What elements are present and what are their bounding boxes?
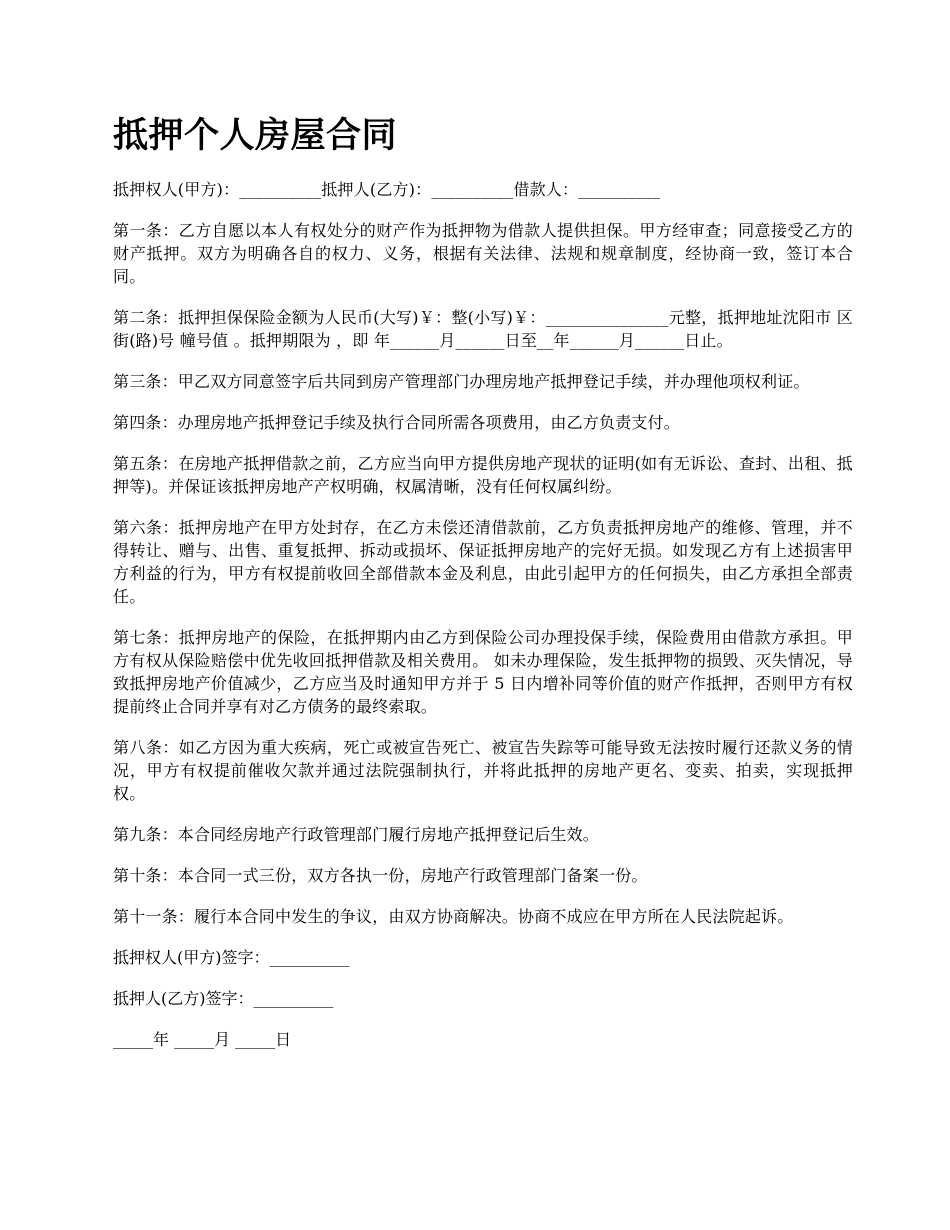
- article-7: 第七条：抵押房地产的保险，在抵押期内由乙方到保险公司办理投保手续，保险费用由借款方承担。甲方有权从保险赔偿中优先收回抵押借款及相关费用。 如未办理保险，发生抵押物的损毁、灭失情况，导致抵押房地产价值减少，乙方应当及时通知甲方并于 5 日内增补同等价值的财产作抵押，否则甲方有权提前终止合同并享有对乙方债务的最终索取。: [113, 628, 853, 716]
- article-9: 第九条：本合同经房地产行政管理部门履行房地产抵押登记后生效。: [113, 825, 600, 844]
- article-10: 第十条：本合同一式三份，双方各执一份，房地产行政管理部门备案一份。: [113, 866, 648, 885]
- article-8: 第八条：如乙方因为重大疾病，死亡或被宣告死亡、被宣告失踪等可能导致无法按时履行还款义务的情况，甲方有权提前催收欠款并通过法院强制执行，并将此抵押的房地产更名、变卖、拍卖，实现抵押权。: [113, 738, 853, 803]
- article-3: 第三条：甲乙双方同意签字后共同到房产管理部门办理房地产抵押登记手续，并办理他项权利证。: [113, 372, 810, 391]
- mortgagor-signature-line: 抵押人(乙方)签字：__________: [113, 989, 334, 1008]
- date-line: _____年 _____月 _____日: [113, 1030, 292, 1049]
- contract-page: [113, 110, 853, 1069]
- article-6: 第六条：抵押房地产在甲方处封存，在乙方未偿还清借款前，乙方负责抵押房地产的维修、管理，并不得转让、赠与、出售、重复抵押、拆动或损坏、保证抵押房地产的完好无损。如发现乙方有上述损害甲方利益的行为，甲方有权提前收回全部借款本金及利息，由此引起甲方的任何损失，由乙方承担全部责任。: [113, 518, 853, 606]
- document-title: 抵押个人房屋合同: [113, 116, 398, 156]
- article-2: 第二条：抵押担保保险金额为人民币(大写)￥：整(小写)￥：_______________元整，抵押地址沈阳市 区 街(路)号 幢号值 。抵押期限为 ，即 年______月______日至__年______月______日止。: [113, 308, 853, 350]
- article-11: 第十一条：履行本合同中发生的争议，由双方协商解决。协商不成应在甲方所在人民法院起诉。: [113, 907, 794, 926]
- mortgagee-signature-line: 抵押权人(甲方)签字：__________: [113, 948, 350, 967]
- parties-line: 抵押权人(甲方)：__________抵押人(乙方)：__________借款人：__________: [113, 180, 661, 199]
- article-5: 第五条：在房地产抵押借款之前，乙方应当向甲方提供房地产现状的证明(如有无诉讼、查封、出租、抵押等)。并保证该抵押房地产产权明确，权属清晰，没有任何权属纠纷。: [113, 454, 853, 496]
- article-1: 第一条：乙方自愿以本人有权处分的财产作为抵押物为借款人提供担保。甲方经审查；同意接受乙方的财产抵押。双方为明确各自的权力、义务，根据有关法律、法规和规章制度，经协商一致，签订本合同。: [113, 221, 853, 286]
- article-4: 第四条：办理房地产抵押登记手续及执行合同所需各项费用，由乙方负责支付。: [113, 413, 681, 432]
